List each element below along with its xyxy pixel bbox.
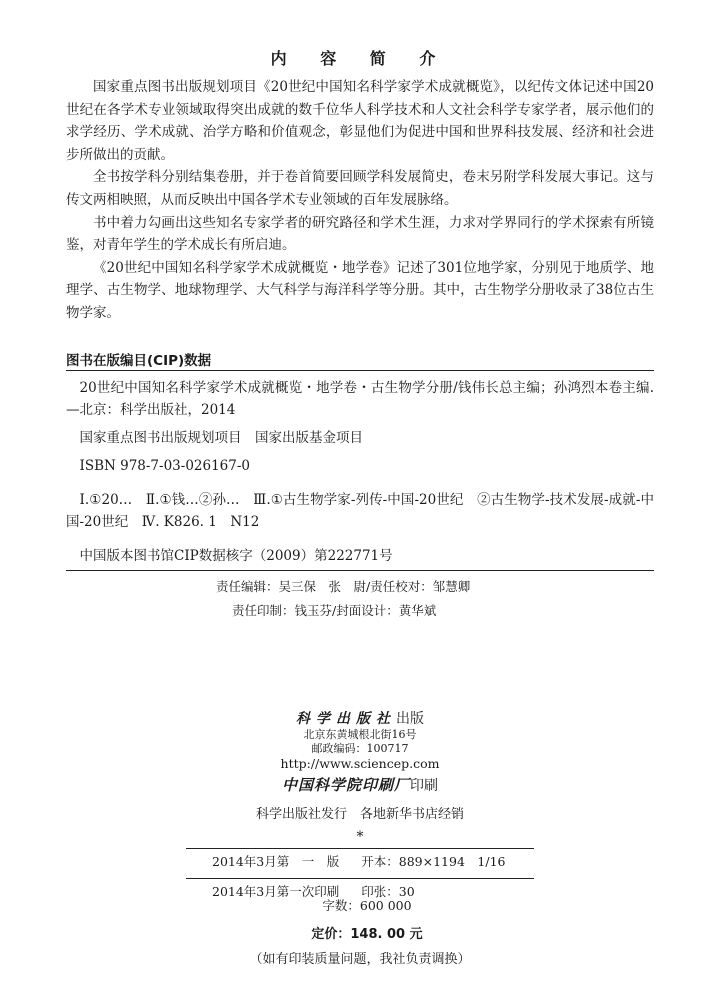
intro-section — [66, 76, 654, 325]
publisher-address: 北京东黄城根北街16号 — [303, 728, 417, 741]
publisher-line — [0, 710, 720, 728]
intro-paragraph: 书中着力勾画出这些知名专家学者的研究路径和学术生涯，力求对学界同行的学术探索有所镜鉴，对青年学生的学术成长有所启迪。 — [66, 214, 654, 254]
printer-line — [0, 774, 720, 797]
cip-verification: 中国版本图书馆CIP数据核字（2009）第222771号 — [79, 548, 393, 564]
page-title: 内 容 简 介 — [270, 49, 450, 68]
publisher-postcode: 邮政编码：100717 — [311, 742, 409, 755]
publisher-url: http://www.sciencep.com — [280, 756, 440, 771]
specs-mid-rule — [186, 878, 534, 879]
cip-bottom-rule — [66, 570, 654, 571]
word-count: 字数：600 000 — [322, 898, 412, 913]
printer-suffix: 印刷 — [410, 778, 438, 794]
cip-isbn: ISBN 978-7-03-026167-0 — [79, 458, 251, 474]
separator-star: * — [356, 829, 364, 845]
cip-top-rule — [66, 370, 654, 371]
colophon — [0, 710, 720, 845]
cip-block — [66, 377, 654, 567]
sheets-text: 印张：30 — [361, 884, 415, 899]
publisher-suffix: 出版 — [396, 711, 424, 727]
cip-projects: 国家重点图书出版规划项目 国家出版基金项目 — [79, 430, 363, 446]
production-line: 责任印制：钱玉芬/封面设计：黄华斌 — [232, 603, 437, 618]
publisher-logotype: 科学出版社 — [296, 711, 396, 727]
cip-classification: Ⅰ.①20… Ⅱ.①钱…②孙… Ⅲ.①古生物学家-列传-中国-20世纪 ②古生物学-技术发展-成就-中国-20世纪 Ⅳ. K826. 1 N12 — [66, 492, 654, 530]
intro-paragraph: 国家重点图书出版规划项目《20世纪中国知名科学家学术成就概览》，以纪传文体记述中国20世纪在各学术专业领域取得突出成就的数千位华人科学技术和人文社会科学专家学者，展示他们的求学经历、学术成就、治学方略和价值观念，彰显他们为促进中国和世界科技发展、经济和社会进步所做出的贡献。 — [66, 79, 654, 163]
intro-paragraph: 全书按学科分别结集卷册，并于卷首简要回顾学科发展简史，卷末另附学科发展大事记。这与传文两相映照，从而反映出中国各学术专业领域的百年发展脉络。 — [66, 169, 654, 208]
format-text: 开本：889×1194 1/16 — [361, 854, 506, 869]
quality-notice: （如有印装质量问题，我社负责调换） — [249, 952, 471, 967]
cip-title-line: 20世纪中国知名科学家学术成就概览・地学卷・古生物学分册/钱伟长总主编；孙鸿烈本卷主编. —北京：科学出版社，2014 — [66, 380, 654, 418]
printer-logotype: 中国科学院印刷厂 — [281, 776, 410, 794]
price: 定价：148. 00 元 — [311, 927, 423, 942]
specs-top-rule — [186, 848, 534, 849]
edition-text: 2014年3月第 一 版 — [212, 854, 340, 869]
distribution-line: 科学出版社发行 各地新华书店经销 — [255, 807, 464, 822]
editor-line: 责任编辑：吴三保 张 尉/责任校对：邹慧卿 — [216, 579, 471, 594]
intro-paragraph: 《20世纪中国知名科学家学术成就概览・地学卷》记述了301位地学家，分别见于地质学、地理学、古生物学、地球物理学、大气科学与海洋科学等分册。其中，古生物学分册收录了38位古生物学家。 — [66, 259, 654, 321]
printing-text: 2014年3月第一次印刷 — [212, 884, 340, 899]
cip-heading: 图书在版编目(CIP)数据 — [66, 353, 212, 369]
editor-credits — [0, 575, 720, 623]
edition-row — [212, 850, 505, 874]
